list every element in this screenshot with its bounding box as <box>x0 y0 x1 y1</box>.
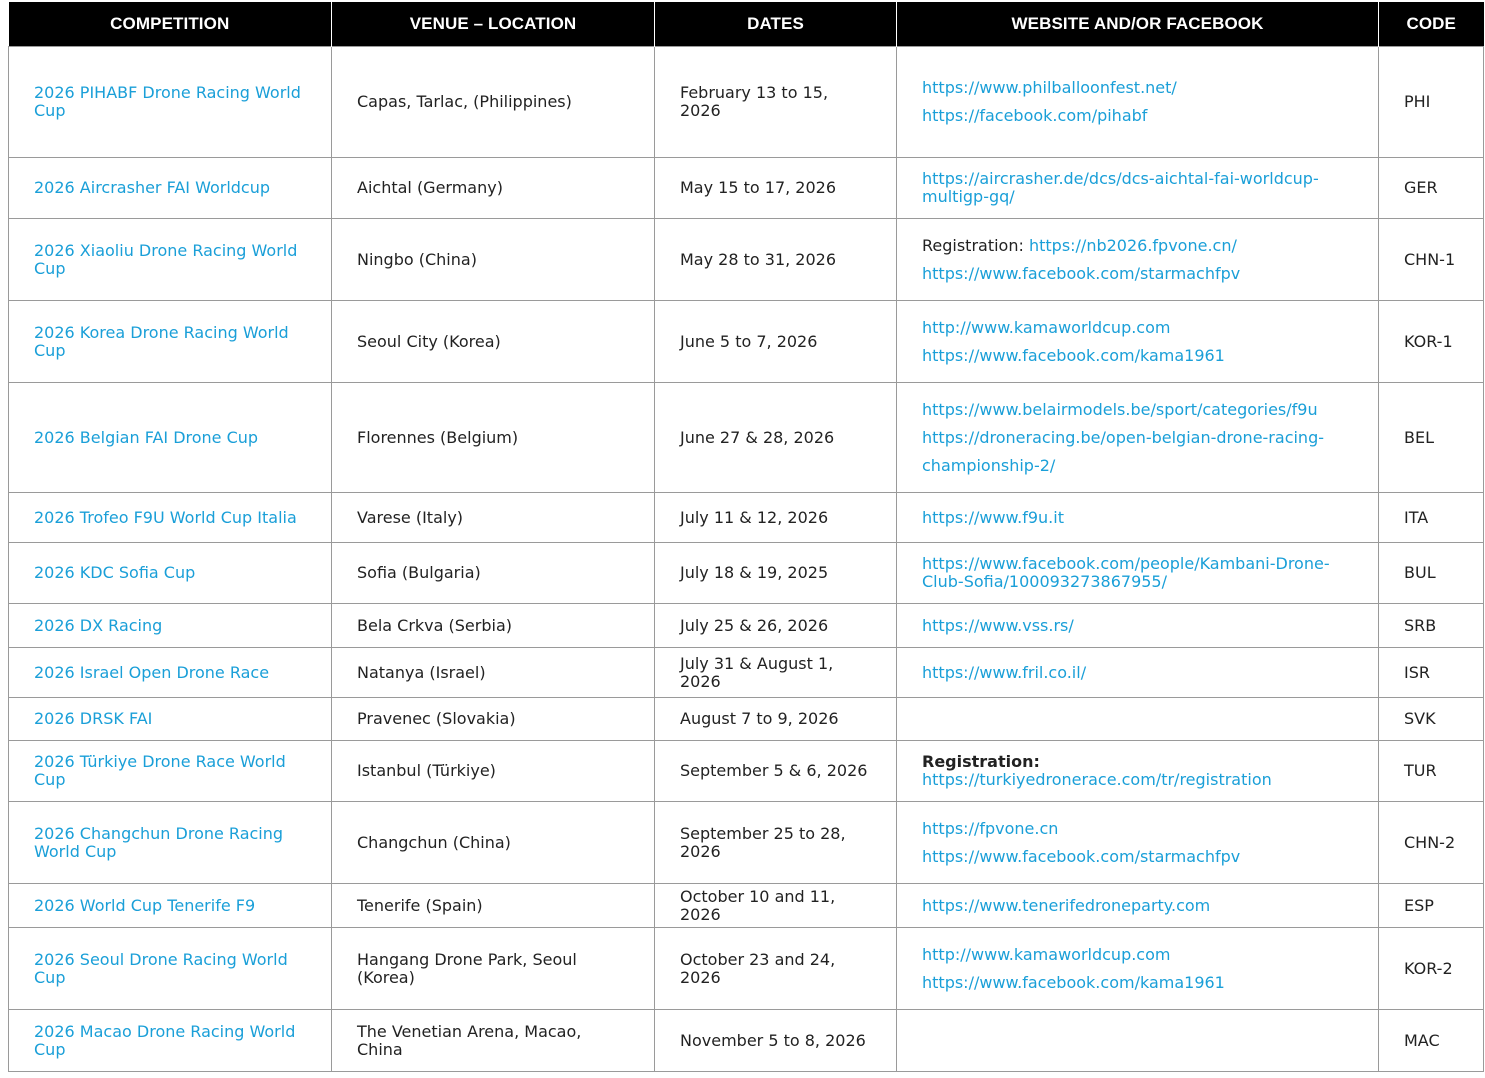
registration-line <box>922 232 1353 260</box>
cell-dates: May 28 to 31, 2026 <box>655 219 897 301</box>
table-row <box>9 1010 1484 1072</box>
table-row <box>9 741 1484 802</box>
header-venue: VENUE – LOCATION <box>332 2 655 47</box>
table-row <box>9 158 1484 219</box>
cell-dates: July 31 & August 1, 2026 <box>655 648 897 698</box>
website-link[interactable]: https://www.f9u.it <box>922 507 1064 527</box>
cell-website <box>897 928 1379 1010</box>
cell-website <box>897 604 1379 648</box>
cell-code: PHI <box>1379 47 1484 158</box>
cell-dates: November 5 to 8, 2026 <box>655 1010 897 1072</box>
cell-code: KOR-2 <box>1379 928 1484 1010</box>
table-row <box>9 493 1484 543</box>
cell-dates: June 27 & 28, 2026 <box>655 383 897 493</box>
website-link[interactable]: https://www.vss.rs/ <box>922 615 1074 635</box>
cell-venue: The Venetian Arena, Macao, China <box>332 1010 655 1072</box>
cell-competition <box>9 884 332 928</box>
table-row <box>9 543 1484 604</box>
cell-code: ESP <box>1379 884 1484 928</box>
cell-dates: May 15 to 17, 2026 <box>655 158 897 219</box>
website-link[interactable]: https://www.facebook.com/kama1961 <box>922 345 1225 365</box>
cell-dates: February 13 to 15, 2026 <box>655 47 897 158</box>
table-row <box>9 47 1484 158</box>
header-dates: DATES <box>655 2 897 47</box>
table-row <box>9 648 1484 698</box>
cell-code: CHN-1 <box>1379 219 1484 301</box>
table-row <box>9 219 1484 301</box>
table-row <box>9 884 1484 928</box>
website-link[interactable]: https://www.facebook.com/people/Kambani-Drone-Club-Sofia/100093273867955/ <box>922 554 1330 591</box>
cell-competition <box>9 301 332 383</box>
competition-link[interactable]: 2026 PIHABF Drone Racing World Cup <box>34 83 301 120</box>
competition-link[interactable]: 2026 Xiaoliu Drone Racing World Cup <box>34 240 298 278</box>
website-link[interactable]: https://fpvone.cn <box>922 818 1059 838</box>
cell-venue: Varese (Italy) <box>332 493 655 543</box>
competition-link[interactable]: 2026 Changchun Drone Racing World Cup <box>34 823 284 861</box>
cell-competition <box>9 928 332 1010</box>
cell-code: SRB <box>1379 604 1484 648</box>
cell-dates: July 25 & 26, 2026 <box>655 604 897 648</box>
cell-code: KOR-1 <box>1379 301 1484 383</box>
website-link[interactable]: https://www.philballoonfest.net/ <box>922 78 1177 97</box>
cell-website <box>897 301 1379 383</box>
table-row <box>9 301 1484 383</box>
cell-venue: Seoul City (Korea) <box>332 301 655 383</box>
registration-link[interactable]: https://nb2026.fpvone.cn/ <box>1028 235 1237 255</box>
table-header <box>9 2 1484 47</box>
cell-website <box>897 219 1379 301</box>
website-link[interactable]: https://www.belairmodels.be/sport/categories/f9u <box>922 399 1318 419</box>
competition-link[interactable]: 2026 Israel Open Drone Race <box>34 662 270 682</box>
header-row <box>9 2 1484 47</box>
competition-link[interactable]: 2026 Aircrasher FAI Worldcup <box>34 178 271 197</box>
header-competition: COMPETITION <box>9 2 332 47</box>
cell-dates: July 11 & 12, 2026 <box>655 493 897 543</box>
cell-competition <box>9 47 332 158</box>
website-link[interactable]: http://www.kamaworldcup.com <box>922 317 1171 337</box>
cell-dates: June 5 to 7, 2026 <box>655 301 897 383</box>
website-link[interactable]: https://aircrasher.de/dcs/dcs-aichtal-fai-worldcup-multigp-gq/ <box>922 169 1319 206</box>
header-website: WEBSITE AND/OR FACEBOOK <box>897 2 1379 47</box>
table-row <box>9 604 1484 648</box>
cell-dates: September 25 to 28, 2026 <box>655 802 897 884</box>
cell-venue: Aichtal (Germany) <box>332 158 655 219</box>
cell-venue: Florennes (Belgium) <box>332 383 655 493</box>
website-link[interactable]: http://www.kamaworldcup.com <box>922 944 1171 964</box>
cell-competition <box>9 802 332 884</box>
cell-website <box>897 383 1379 493</box>
cell-dates: July 18 & 19, 2025 <box>655 543 897 604</box>
cell-code: TUR <box>1379 741 1484 802</box>
table-row <box>9 928 1484 1010</box>
cell-website <box>897 158 1379 219</box>
cell-competition <box>9 219 332 301</box>
competition-link[interactable]: 2026 KDC Sofia Cup <box>34 563 196 582</box>
website-link[interactable]: https://www.fril.co.il/ <box>922 662 1087 682</box>
cell-code: BEL <box>1379 383 1484 493</box>
cell-code: MAC <box>1379 1010 1484 1072</box>
cell-code: ITA <box>1379 493 1484 543</box>
cell-dates: October 10 and 11, 2026 <box>655 884 897 928</box>
cell-venue: Natanya (Israel) <box>332 648 655 698</box>
table-body <box>9 47 1484 1072</box>
cell-venue: Changchun (China) <box>332 802 655 884</box>
website-link[interactable]: https://droneracing.be/open-belgian-drone-racing-championship-2/ <box>922 427 1324 475</box>
cell-competition <box>9 493 332 543</box>
competition-link[interactable]: 2026 Seoul Drone Racing World Cup <box>34 949 288 987</box>
competition-table-wrapper <box>8 2 1484 1072</box>
cell-competition <box>9 741 332 802</box>
cell-website <box>897 648 1379 698</box>
website-link[interactable]: https://www.facebook.com/kama1961 <box>922 972 1225 992</box>
cell-dates: October 23 and 24, 2026 <box>655 928 897 1010</box>
competition-link[interactable]: 2026 DRSK FAI <box>34 709 153 728</box>
competition-link[interactable]: 2026 DX Racing <box>34 615 163 635</box>
header-code: CODE <box>1379 2 1484 47</box>
competition-link[interactable]: 2026 Macao Drone Racing World Cup <box>34 1021 296 1059</box>
cell-code: BUL <box>1379 543 1484 604</box>
cell-code: SVK <box>1379 698 1484 741</box>
cell-venue: Capas, Tarlac, (Philippines) <box>332 47 655 158</box>
cell-website <box>897 47 1379 158</box>
cell-website <box>897 698 1379 741</box>
cell-website <box>897 884 1379 928</box>
cell-website <box>897 802 1379 884</box>
cell-competition <box>9 648 332 698</box>
cell-competition <box>9 604 332 648</box>
cell-competition <box>9 383 332 493</box>
cell-competition <box>9 698 332 741</box>
website-link[interactable]: https://www.tenerifedroneparty.com <box>922 895 1211 915</box>
cell-website <box>897 493 1379 543</box>
competition-link[interactable]: 2026 Belgian FAI Drone Cup <box>34 427 259 447</box>
cell-venue: Pravenec (Slovakia) <box>332 698 655 741</box>
website-link[interactable]: https://www.facebook.com/starmachfpv <box>922 263 1241 283</box>
registration-label: Registration: <box>922 235 1029 255</box>
competition-link[interactable]: 2026 World Cup Tenerife F9 <box>34 895 256 915</box>
cell-venue: Tenerife (Spain) <box>332 884 655 928</box>
registration-link[interactable]: https://turkiyedronerace.com/tr/registration <box>922 770 1272 789</box>
cell-dates: September 5 & 6, 2026 <box>655 741 897 802</box>
cell-code: ISR <box>1379 648 1484 698</box>
competition-link[interactable]: 2026 Trofeo F9U World Cup Italia <box>34 507 297 527</box>
cell-venue: Sofia (Bulgaria) <box>332 543 655 604</box>
cell-competition <box>9 543 332 604</box>
cell-code: CHN-2 <box>1379 802 1484 884</box>
cell-venue: Hangang Drone Park, Seoul (Korea) <box>332 928 655 1010</box>
cell-website <box>897 741 1379 802</box>
website-link[interactable]: https://www.facebook.com/starmachfpv <box>922 846 1241 866</box>
cell-competition <box>9 1010 332 1072</box>
competition-table <box>8 2 1484 1072</box>
table-row <box>9 698 1484 741</box>
competition-link[interactable]: 2026 Türkiye Drone Race World Cup <box>34 752 286 789</box>
competition-link[interactable]: 2026 Korea Drone Racing World Cup <box>34 322 289 360</box>
table-row <box>9 383 1484 493</box>
cell-website <box>897 1010 1379 1072</box>
table-row <box>9 802 1484 884</box>
cell-venue: Istanbul (Türkiye) <box>332 741 655 802</box>
cell-venue: Ningbo (China) <box>332 219 655 301</box>
cell-venue: Bela Crkva (Serbia) <box>332 604 655 648</box>
cell-dates: August 7 to 9, 2026 <box>655 698 897 741</box>
cell-competition <box>9 158 332 219</box>
cell-code: GER <box>1379 158 1484 219</box>
cell-website <box>897 543 1379 604</box>
registration-heading: Registration: <box>922 752 1040 771</box>
website-link[interactable]: https://facebook.com/pihabf <box>922 106 1148 125</box>
